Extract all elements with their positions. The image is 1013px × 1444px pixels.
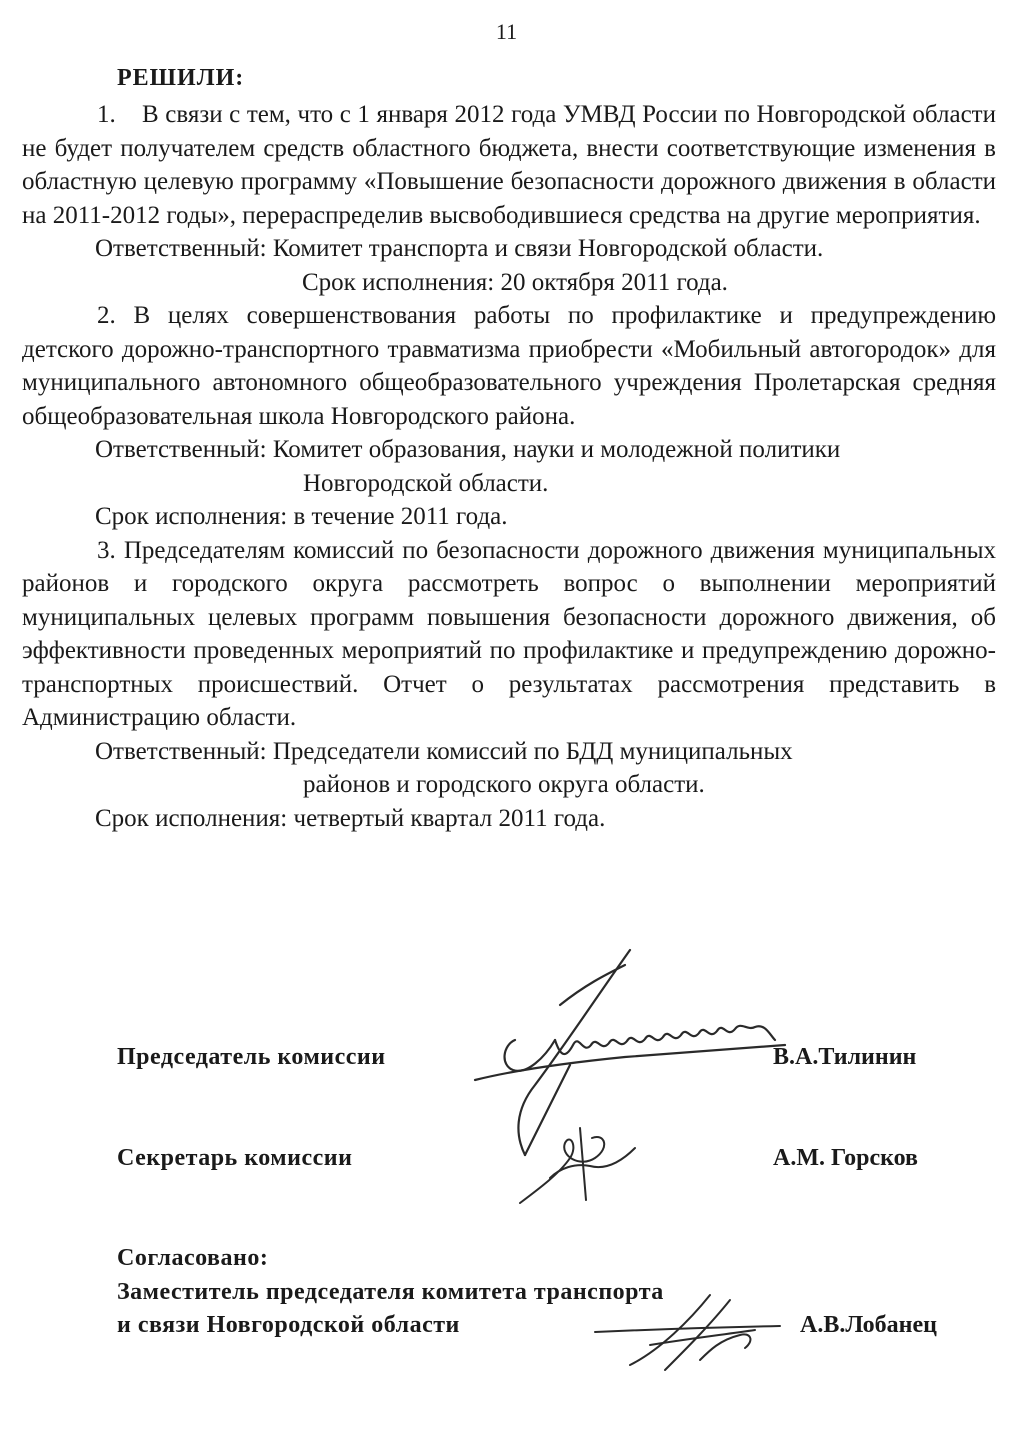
deputy-name: А.В.Лобанец <box>800 1312 937 1338</box>
item-2-responsible <box>22 433 996 500</box>
secretary-signature <box>510 1118 650 1208</box>
item-2-responsible-value: Комитет образования, науки и молодежной политики <box>272 436 841 463</box>
item-1-responsible <box>22 232 996 266</box>
item-1-text: 1. В связи с тем, что с 1 января 2012 года УМВД России по Новгородской области не будет получателем средств областного бюджета, внести соответствующие изменения в областную целевую программу «Повышение безопасности дорожного движения в области на 2011-2012 годы», перераспределив высвободившиеся средства на другие мероприятия. <box>22 101 996 229</box>
item-1-responsible-value: Комитет транспорта и связи Новгородской области. <box>272 235 824 262</box>
document-body <box>22 98 996 835</box>
item-2-deadline: Срок исполнения: в течение 2011 года. <box>95 503 508 530</box>
item-2-text: 2. В целях совершенствования работы по профилактике и предупреждению детского дорожно-транспортного травматизма приобрести «Мобильный автогородок» для муниципального автономного общеобразовательного учреждения Пролетарская средняя общеобразовательная школа Новгородского района. <box>22 302 996 430</box>
chairman-title: Председатель комиссии <box>117 1044 386 1070</box>
deputy-signature <box>590 1290 790 1380</box>
item-1-responsible-label: Ответственный: <box>95 235 267 262</box>
page-number: 11 <box>495 19 518 44</box>
deputy-title-line1: Заместитель председателя комитета транспорта <box>117 1279 664 1305</box>
item-3-deadline: Срок исполнения: четвертый квартал 2011 года. <box>95 804 606 832</box>
secretary-name: А.М. Горсков <box>773 1145 919 1171</box>
item-3-responsible-label: Ответственный: <box>95 737 267 765</box>
item-2-responsible-value-cont: Новгородской области. <box>303 469 549 497</box>
deputy-title-line2: и связи Новгородской области <box>117 1312 460 1338</box>
secretary-title: Секретарь комиссии <box>117 1145 353 1171</box>
item-3-responsible <box>22 735 996 802</box>
section-heading: РЕШИЛИ: <box>117 65 245 91</box>
item-3-responsible-value: Председатели комиссий по БДД муниципальных <box>272 737 793 765</box>
item-2-responsible-label: Ответственный: <box>95 436 267 463</box>
item-1-deadline: Срок исполнения: 20 октября 2011 года. <box>302 268 728 296</box>
approved-label: Согласовано: <box>117 1245 269 1271</box>
chairman-name: В.А.Тилинин <box>773 1044 917 1070</box>
item-3-text: 3. Председателям комиссий по безопасности дорожного движения муниципальных районов и городского округа рассмотреть вопрос о выполнении мероприятий муниципальных целевых программ повышения безопасности дорожного движения, об эффективности проведенных мероприятий по профилактике и предупреждению дорожно-транспортных происшествий. Отчет о результатах рассмотрения представить в Администрацию области. <box>22 536 996 731</box>
item-3-responsible-value-cont: районов и городского округа области. <box>303 771 705 798</box>
